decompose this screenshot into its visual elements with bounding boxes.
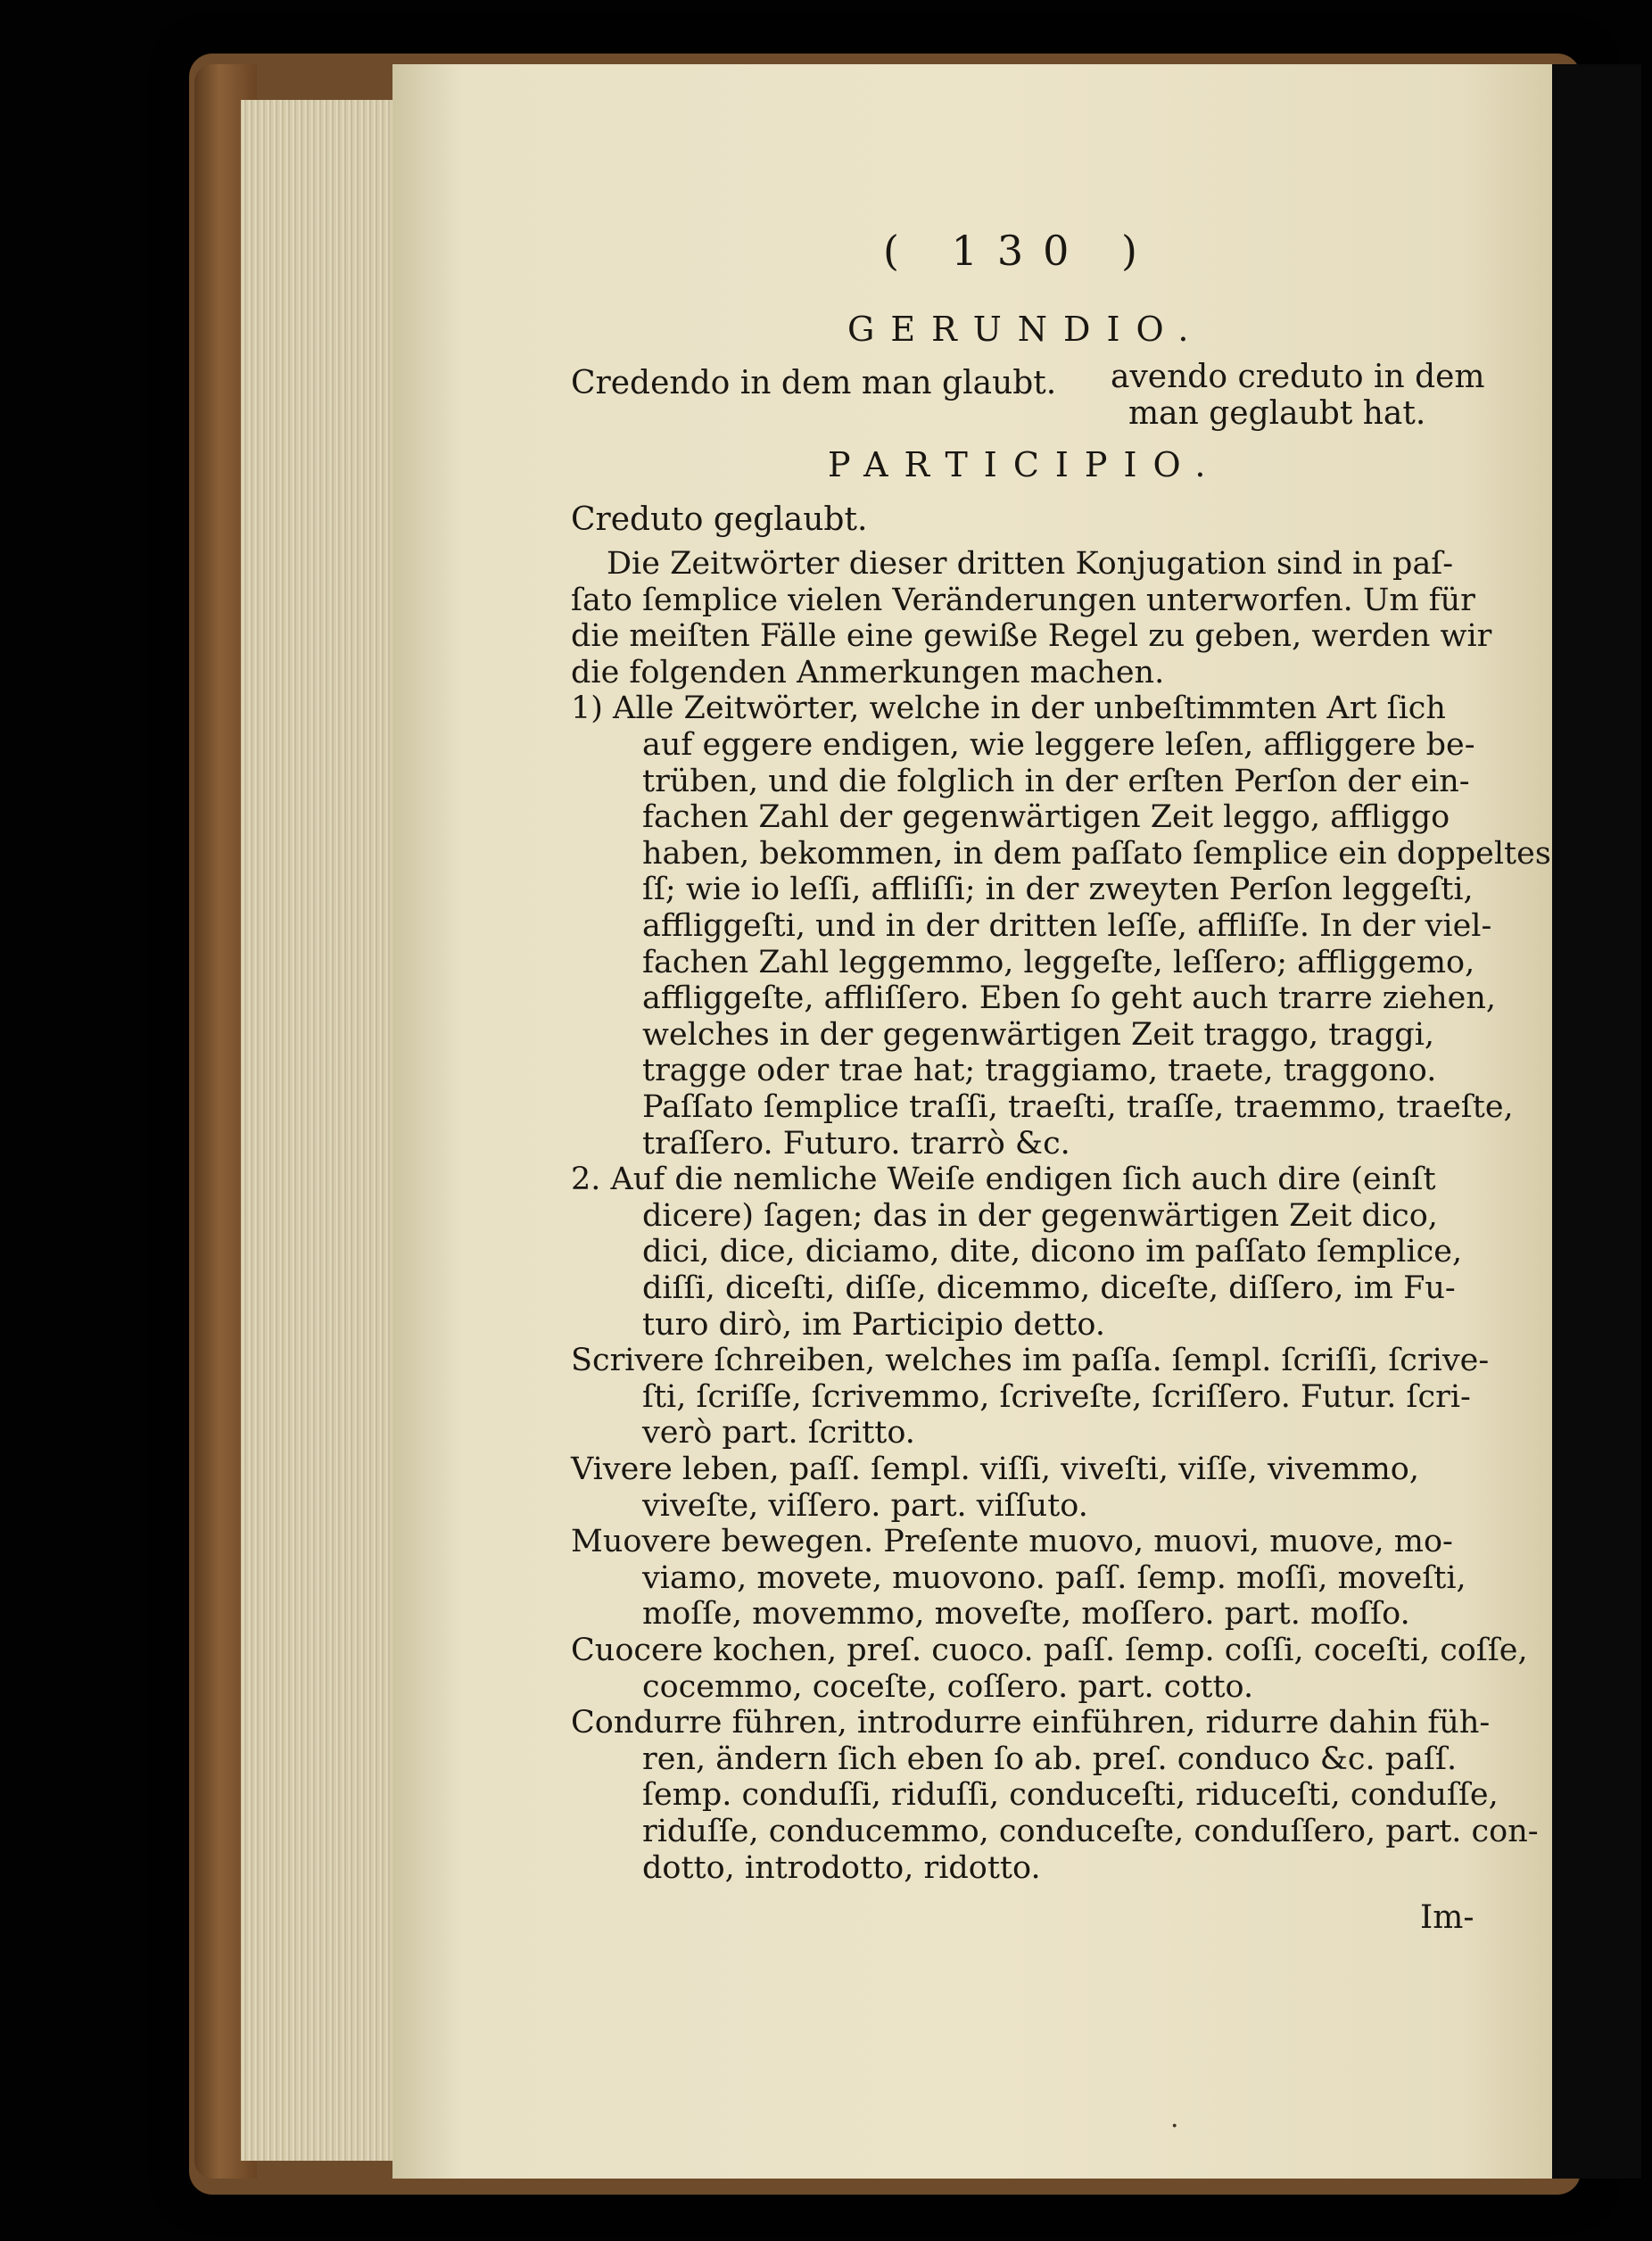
body-line: tragge oder trae hat; traggiamo, traete, traggono. bbox=[642, 1053, 1437, 1089]
body-line: traſſero. Futuro. trarrò &c. bbox=[642, 1125, 1070, 1162]
gerundio-right-line-1: avendo creduto in dem bbox=[1111, 359, 1485, 395]
body-line: ſti, ſcriſſe, ſcrivemmo, ſcriveſte, ſcriſſero. Futur. ſcri- bbox=[642, 1378, 1471, 1415]
body-line: trüben, und die folglich in der erſten Perſon der ein- bbox=[642, 763, 1470, 799]
body-line: auf eggere endigen, wie leggere leſen, affliggere be- bbox=[642, 727, 1475, 763]
body-line: Paſſato ſemplice traſſi, traeſti, traſſe, traemmo, traeſte, bbox=[642, 1089, 1514, 1125]
gerundio-right-line-2: man geglaubt hat. bbox=[1128, 395, 1426, 432]
body-line: Condurre führen, introdurre einführen, ridurre dahin füh- bbox=[571, 1705, 1491, 1741]
body-line: dici, dice, diciamo, dite, dicono im paſſato ſemplice, bbox=[642, 1234, 1463, 1270]
facing-page-gap bbox=[1552, 64, 1641, 2179]
body-line: affliggeſte, affliſſero. Eben ſo geht auch trarre ziehen, bbox=[642, 980, 1497, 1017]
body-line: Cuocere kochen, preſ. cuoco. paſſ. ſemp. coſſi, coceſti, coſſe, bbox=[571, 1633, 1528, 1668]
gerundio-left: Credendo in dem man glaubt. bbox=[571, 365, 1057, 401]
body-line: moſſe, movemmo, moveſte, moſſero. part. moſſo. bbox=[642, 1596, 1410, 1633]
body-line: dicere) ſagen; das in der gegenwärtigen Zeit dico, bbox=[642, 1197, 1438, 1234]
body-line: die meiſten Fälle eine gewiße Regel zu geben, werden wir bbox=[571, 618, 1492, 655]
body-line: Die Zeitwörter dieser dritten Konjugation sind in paſ- bbox=[607, 546, 1454, 582]
body-line: Muovere bewegen. Preſente muovo, muovi, muove, mo- bbox=[571, 1524, 1453, 1560]
body-line: Scrivere ſchreiben, welches im paſſa. ſempl. ſcriſſi, ſcrive- bbox=[571, 1343, 1490, 1379]
body-line: ren, ändern ſich eben ſo ab. preſ. conduco &c. paſſ. bbox=[642, 1741, 1458, 1777]
body-line: ſato ſemplice vielen Veränderungen unterworfen. Um für bbox=[571, 582, 1475, 618]
body-line: Vivere leben, paſſ. ſempl. viſſi, viveſti, viſſe, vivemmo, bbox=[571, 1451, 1419, 1487]
body-line: viveſte, viſſero. part. viſſuto. bbox=[642, 1487, 1088, 1524]
heading-participio: PARTICIPIO. bbox=[828, 445, 1222, 484]
body-line: 2. Auf die nemliche Weiſe endigen ſich auch dire (einſt bbox=[571, 1162, 1436, 1198]
catchword: Im- bbox=[1420, 1899, 1474, 1936]
body-line: ſemp. conduſſi, riduſſi, conduceſti, riduceſti, conduſſe, bbox=[642, 1777, 1499, 1814]
body-line: die folgenden Anmerkungen machen. bbox=[571, 654, 1165, 690]
page-stack-edge bbox=[241, 100, 397, 2161]
body-line: 1) Alle Zeitwörter, welche in der unbeſtimmten Art ſich bbox=[571, 690, 1446, 727]
body-line: verò part. ſcritto. bbox=[642, 1415, 915, 1451]
body-line: turo dirò, im Participio detto. bbox=[642, 1306, 1105, 1343]
body-line: riduſſe, conducemmo, conduceſte, conduſſero, part. con- bbox=[642, 1814, 1539, 1849]
participio-line: Creduto geglaubt. bbox=[571, 501, 868, 538]
body-line: diſſi, diceſti, diſſe, dicemmo, diceſte, diſſero, im Fu- bbox=[642, 1270, 1456, 1306]
body-line: dotto, introdotto, ridotto. bbox=[642, 1849, 1041, 1886]
body-line: welches in der gegenwärtigen Zeit traggo, traggi, bbox=[642, 1016, 1435, 1053]
body-line: fachen Zahl der gegenwärtigen Zeit leggo, affliggo bbox=[642, 799, 1450, 836]
body-line: cocemmo, coceſte, coſſero. part. cotto. bbox=[642, 1668, 1254, 1705]
body-line: affliggeſti, und in der dritten leſſe, affliſſe. In der viel- bbox=[642, 908, 1492, 944]
heading-gerundio: GERUNDIO. bbox=[847, 310, 1205, 349]
running-head: ( 130 ) bbox=[883, 227, 1157, 275]
body-line: ſſ; wie io leſſi, affliſſi; in der zweyten Perſon leggeſti, bbox=[642, 872, 1474, 908]
body-line: fachen Zahl leggemmo, leggeſte, leſſero; affliggemo, bbox=[642, 944, 1475, 980]
page-speck-icon: · bbox=[1170, 2111, 1179, 2142]
body-line: haben, bekommen, in dem paſſato ſemplice ein doppeltes bbox=[642, 835, 1551, 872]
body-line: viamo, movete, muovono. paſſ. ſemp. moſſi, moveſti, bbox=[642, 1559, 1466, 1596]
